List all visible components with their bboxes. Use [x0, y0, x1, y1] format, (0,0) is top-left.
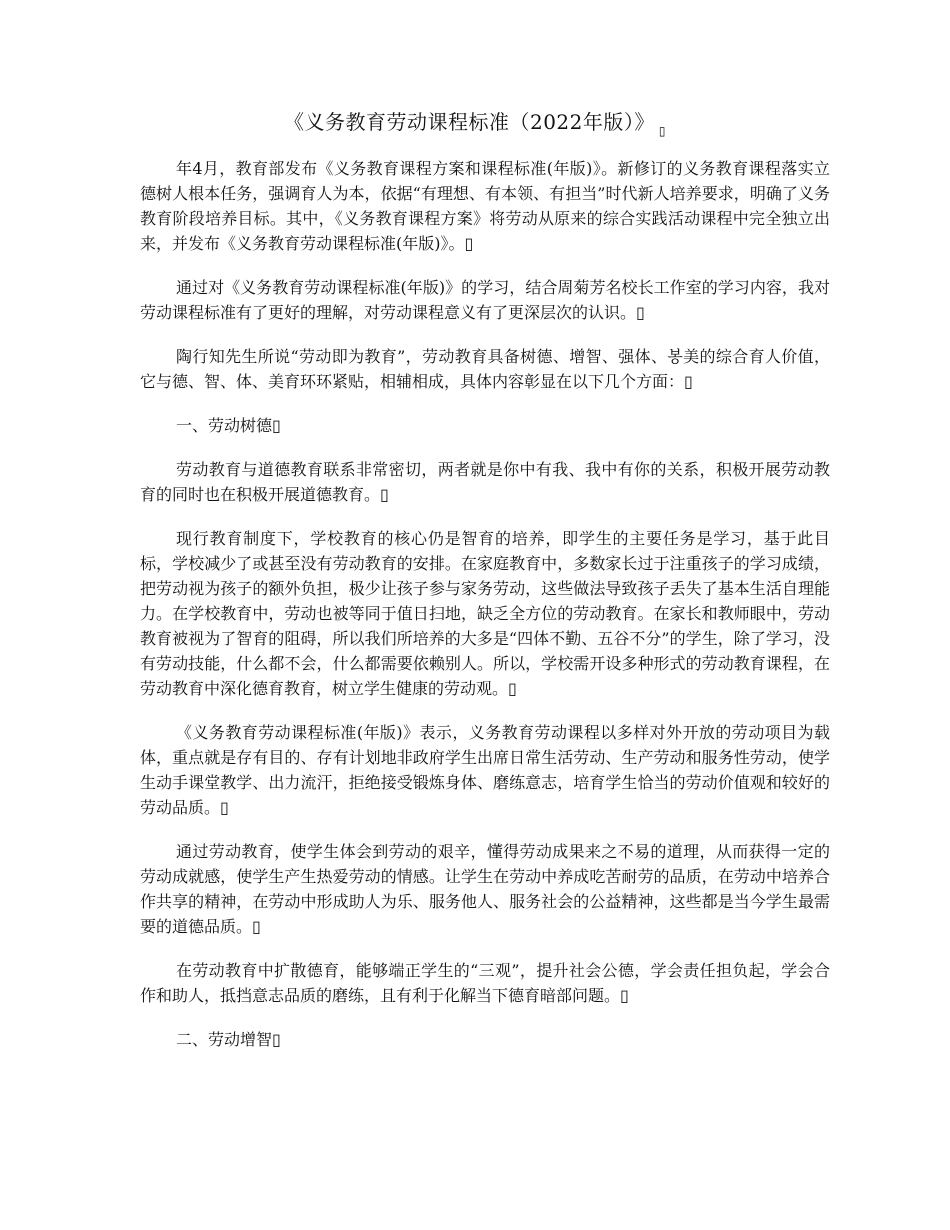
- paragraph-labor-benefits: 通过劳动教育，使学生体会到劳动的艰辛，懂得劳动成果来之不易的道理，从而获得一定的劳动成就感，使学生产生热爱劳动的情感。让学生在劳动中养成吃苦耐劳的品质，在劳动中培养合作共享的精神，在劳动中形成助人为乐、服务他人、服务社会的公益精神，这些都是当今学生最需要的道德品质。▯: [140, 842, 830, 936]
- paragraph-study: 通过对《义务教育劳动课程标准(年版)》的学习，结合周菊芳名校长工作室的学习内容，我对劳动课程标准有了更好的理解，对劳动课程意义有了更深层次的认识。▯: [140, 278, 830, 322]
- document-body: [140, 156, 830, 1071]
- title-end-mark: ▯: [658, 124, 666, 138]
- document-title: [0, 107, 950, 146]
- paragraph-moral-education: 在劳动教育中扩散德育，能够端正学生的“三观”，提升社会公德，学会责任担负起，学会合作和助人，抵挡意志品质的磨练，且有利于化解当下德育暗部问题。▯: [140, 961, 830, 1005]
- paragraph-moral-link: 劳动教育与道德教育联系非常密切，两者就是你中有我、我中有你的关系，积极开展劳动教育的同时也在积极开展道德教育。▯: [140, 460, 830, 504]
- section-heading-1: 一、劳动树德▯: [176, 416, 281, 435]
- section-heading-2: 二、劳动增智▯: [176, 1030, 281, 1049]
- paragraph-standard-quote: 《义务教育劳动课程标准(年版)》表示，义务教育劳动课程以多样对外开放的劳动项目为载体，重点就是存有目的、存有计划地非政府学生出席日常生活劳动、生产劳动和服务性劳动，使学生动手课堂教学、出力流汗，拒绝接受锻炼身体、磨练意志，培育学生恰当的劳动价值观和较好的劳动品质。▯: [140, 723, 830, 817]
- paragraph-intro: 年4月，教育部发布《义务教育课程方案和课程标准(年版)》。新修订的义务教育课程落实立德树人根本任务，强调育人为本，依据“有理想、有本领、有担当”时代新人培养要求，明确了义务教育阶段培养目标。其中，《义务教育课程方案》将劳动从原来的综合实践活动课程中完全独立出来，并发布《义务教育劳动课程标准(年版)》。▯: [140, 159, 830, 253]
- paragraph-tao-xingzhi: 陶行知先生所说“劳动即为教育”，劳动教育具备树德、增智、强体、봉美的综合育人价值，它与德、智、体、美育环环紧贴，相辅相成，具体内容彰显在以下几个方面：▯: [140, 347, 830, 391]
- paragraph-current-system: 现行教育制度下，学校教育的核心仍是智育的培养，即学生的主要任务是学习，基于此目标，学校减少了或甚至没有劳动教育的安排。在家庭教育中，多数家长过于注重孩子的学习成绩，把劳动视为孩子的额外负担，极少让孩子参与家务劳动，这些做法导致孩子丢失了基本生活自理能力。在学校教育中，劳动也被等同于值日扫地，缺乏全方位的劳动教育。在家长和教师眼中，劳动教育被视为了智育的阻碍，所以我们所培养的大多是“四体不勤、五谷不分”的学生，除了学习，没有劳动技能，什么都不会，什么都需要依赖别人。所以，学校需开设多种形式的劳动教育课程，在劳动教育中深化德育教育，树立学生健康的劳动观。▯: [140, 529, 830, 698]
- document-title-text: 《义务教育劳动课程标准（2022年版）》: [283, 110, 655, 134]
